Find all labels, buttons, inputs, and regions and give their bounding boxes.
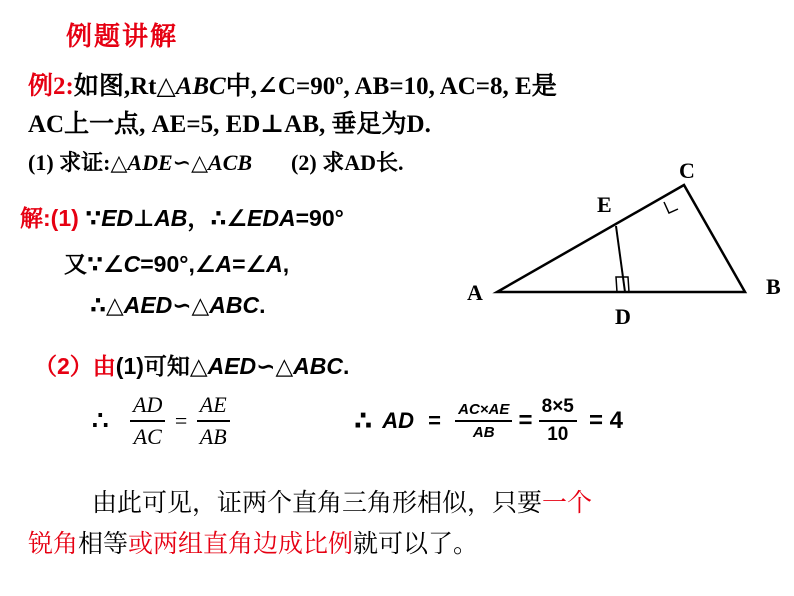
fraction-bar-2 [197,420,230,422]
problem-text: 如图,Rt [73,73,157,100]
numerator-ae: AE [199,392,227,417]
segment-ed: ED [101,205,134,231]
numerator-ad: AD [133,392,163,417]
vertex-label-a: A [467,280,483,305]
right-angle-mark-c [664,202,678,213]
right-angle-mark-d [616,277,629,292]
conclusion-line-1 [92,483,592,519]
ad-computation [354,396,623,446]
denominator-ab-2: AB [472,424,495,441]
problem-questions [28,146,403,177]
similar-symbol: ∽△ [172,150,209,175]
triangle-ade: ADE [127,150,173,175]
perp-symbol: ⊥ [133,205,155,231]
period: . [259,292,266,318]
denominator-ac: AC [133,424,162,449]
segment-ed-line [616,226,625,292]
angle-a-2: A [266,251,283,277]
solution-line-2 [64,246,289,279]
numerator-acxae: AC×AE [458,401,510,418]
fraction-8x5-10 [539,396,577,446]
therefore-symbol-2: ∴ [354,405,373,436]
solution-label: 解: [20,205,51,231]
similar-symbol-2: ∽△ [172,292,210,318]
equals-sign-3: = [518,407,533,434]
ad-label: AD [382,408,414,433]
part-2-by: 由 [92,353,116,379]
triangle-abc-2: ABC [209,292,260,318]
therefore-triangle: ∴△ [90,292,124,318]
also-because: 又∵∠ [64,251,124,277]
triangle-abc-3: ABC [293,353,343,379]
denominator-ab: AB [199,424,227,449]
therefore-symbol: ∴ [92,406,109,435]
angle-a-1: A [215,251,233,277]
equals-angle: =∠ [232,251,267,277]
solution-line-1 [20,200,344,233]
equals-sign-2: = [428,408,441,433]
conclusion-text-3: 就可以了。 [353,531,479,558]
part-1-number: (1) [50,205,79,231]
fraction-bar [130,420,165,422]
therefore-text: ，∴∠ [187,205,248,231]
problem-label: 例2: [28,73,74,100]
triangle-symbol: △ [156,73,176,100]
question-2: (2) 求AD长. [291,150,404,175]
angle-value: =90° [295,205,344,231]
conclusion-highlight-2: 锐角 [28,531,79,558]
proportion-formula [92,392,230,450]
vertex-label-b: B [766,274,781,299]
conclusion-text-2: 相等 [78,531,129,558]
triangle-abc-shape [497,185,745,292]
triangle-aed: AED [123,292,173,318]
problem-text-cont: 中,∠C=90º, AB=10, AC=8, E是 [225,73,557,100]
fraction-ad-ac [130,392,165,450]
problem-line-1 [28,66,557,102]
fraction-bar-4 [539,420,577,422]
similar-symbol-3: ∽△ [256,353,294,379]
part-2-known: (1)可知△ [115,353,208,379]
part-2-number: （2） [34,353,93,379]
period-2: . [342,353,350,379]
conclusion-text-1: 由此可见，证两个直角三角形相似，只要 [92,490,543,517]
vertex-label-e: E [597,192,612,217]
segment-ab: AB [154,205,188,231]
question-1: (1) 求证:△ [28,150,128,175]
vertex-label-c: C [679,158,695,183]
slide-heading: 例题讲解 [66,21,179,51]
numerator-8x5: 8×5 [541,396,574,417]
result-value: = 4 [589,407,624,434]
solution-part-2 [34,348,349,381]
angle-eda: EDA [247,205,296,231]
triangle-aed-2: AED [207,353,257,379]
because-symbol: ∵ [85,205,102,231]
denominator-10: 10 [547,424,569,445]
solution-line-3 [90,292,265,319]
conclusion-highlight-1: 一个 [542,490,593,517]
triangle-abc: ABC [175,73,226,100]
comma: , [282,251,290,277]
fraction-bar-3 [455,420,512,422]
fraction-ae-ab [197,392,230,450]
conclusion-highlight-3: 或两组直角边成比例 [128,531,354,558]
angle-c-value: =90°,∠ [140,251,216,277]
triangle-acb: ACB [208,150,253,175]
conclusion-line-2 [28,524,478,560]
equals-sign: = [174,408,188,433]
vertex-label-d: D [615,304,631,329]
angle-c: C [123,251,141,277]
problem-line-2: AC上一点, AE=5, ED⊥AB, 垂足为D. [28,111,431,138]
fraction-acae-ab [455,401,512,441]
